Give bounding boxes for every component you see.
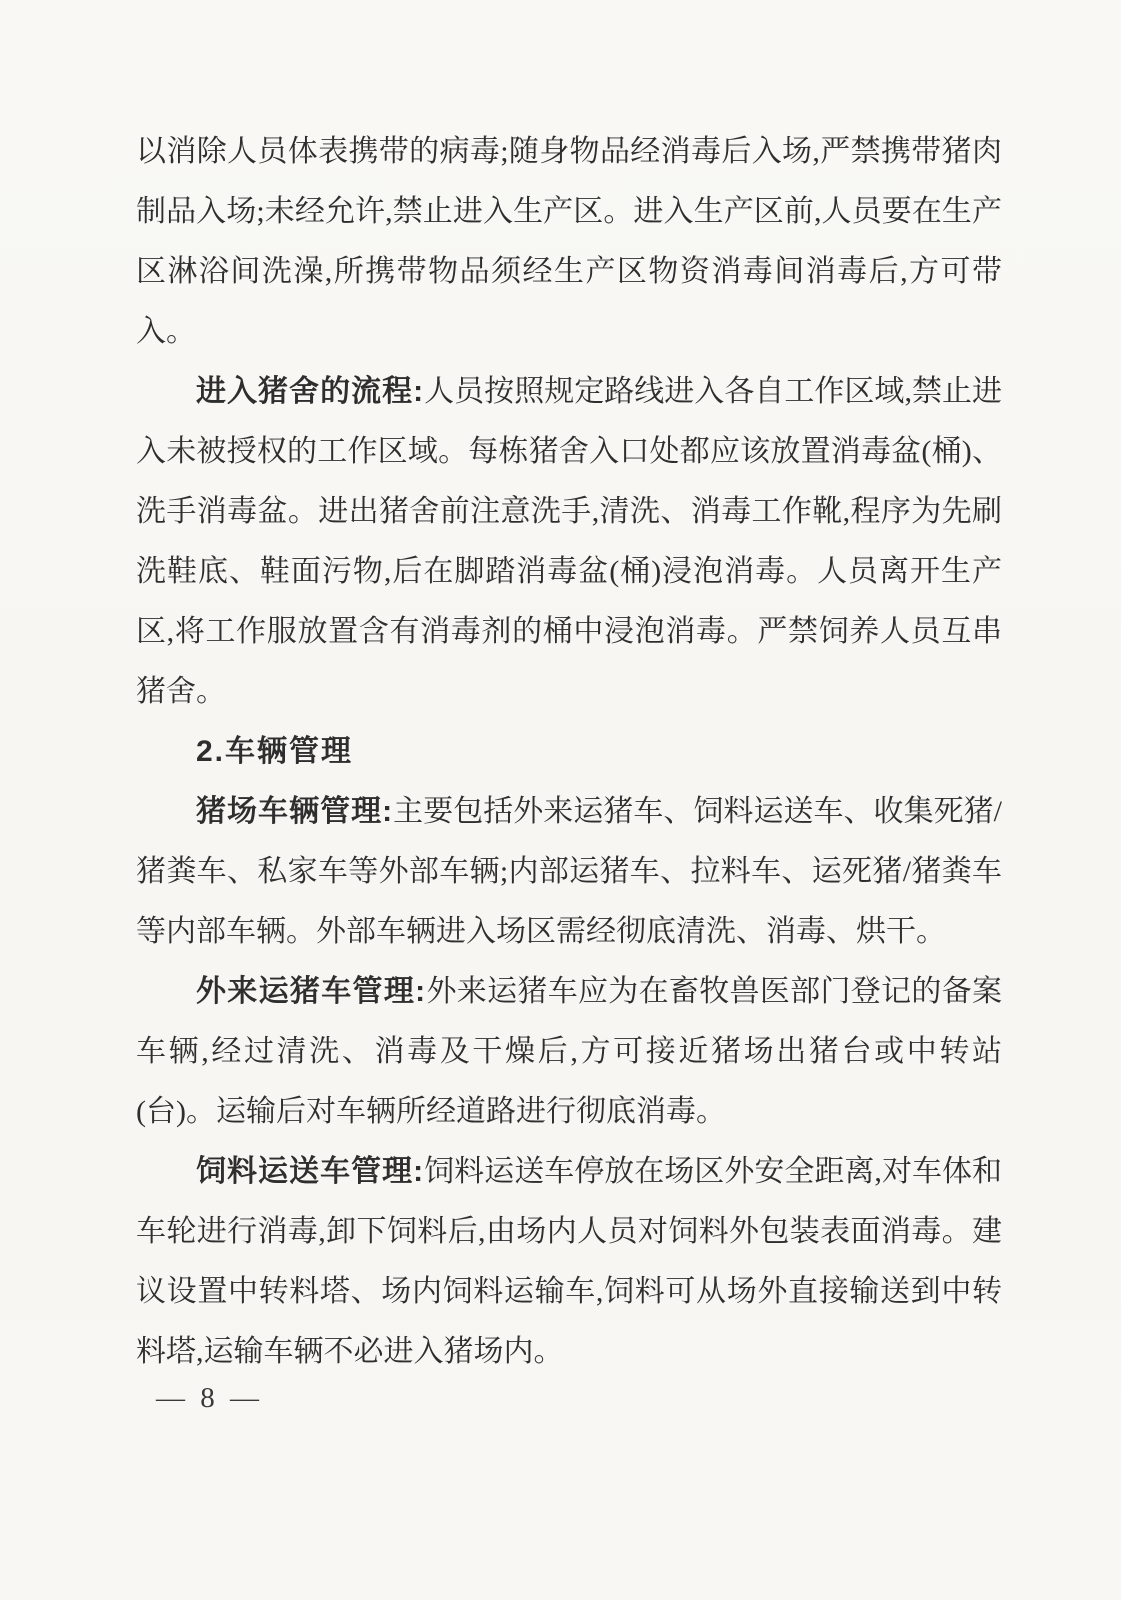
paragraph-text: 外来运猪车应为在畜牧兽医部门登记的备案车辆,经过清洗、消毒及干燥后,方可接近猪场出猪台或中转站(台)。运输后对车辆所经道路进行彻底消毒。 (136, 975, 1003, 1128)
paragraph-lead-bold: 进入猪舍的流程: (196, 375, 425, 408)
paragraph-feed-truck-management (136, 1142, 1002, 1382)
paragraph-text: 人员按照规定路线进入各自工作区域,禁止进入未被授权的工作区域。每栋猪舍入口处都应该放置消毒盆(桶)、洗手消毒盆。进出猪舍前注意洗手,清洗、消毒工作靴,程序为先刷洗鞋底、鞋面污物,后在脚踏消毒盆(桶)浸泡消毒。人员离开生产区,将工作服放置含有消毒剂的桶中浸泡消毒。严禁饲养人员互串猪舍。 (136, 375, 1002, 708)
paragraph-lead-bold: 饲料运送车管理: (196, 1155, 425, 1188)
paragraph-lead-bold: 外来运猪车管理: (196, 975, 427, 1008)
paragraph-entry-disinfection-continuation (136, 122, 1002, 362)
heading-vehicle-management (136, 722, 1002, 782)
page-body-text (136, 122, 1002, 1382)
paragraph-pighouse-entry-procedure (136, 362, 1002, 722)
paragraph-text: 饲料运送车停放在场区外安全距离,对车体和车轮进行消毒,卸下饲料后,由场内人员对饲料外包装表面消毒。建议设置中转料塔、场内饲料运输车,饲料可从场外直接输送到中转料塔,运输车辆不必进入猪场内。 (136, 1155, 1002, 1368)
paragraph-text: 主要包括外来运猪车、饲料运送车、收集死猪/猪粪车、私家车等外部车辆;内部运猪车、拉料车、运死猪/猪粪车等内部车辆。外部车辆进入场区需经彻底清洗、消毒、烘干。 (136, 795, 1002, 948)
heading-text-bold: 2.车辆管理 (196, 735, 354, 768)
paragraph-text: 以消除人员体表携带的病毒;随身物品经消毒后入场,严禁携带猪肉制品入场;未经允许,禁止进入生产区。进入生产区前,人员要在生产区淋浴间洗澡,所携带物品须经生产区物资消毒间消毒后,方可带入。 (136, 135, 1002, 348)
paragraph-farm-vehicle-management (136, 782, 1002, 962)
page-number: — 8 — (156, 1382, 263, 1414)
paragraph-external-pig-truck-management (136, 962, 1002, 1142)
paragraph-lead-bold: 猪场车辆管理: (196, 795, 394, 828)
